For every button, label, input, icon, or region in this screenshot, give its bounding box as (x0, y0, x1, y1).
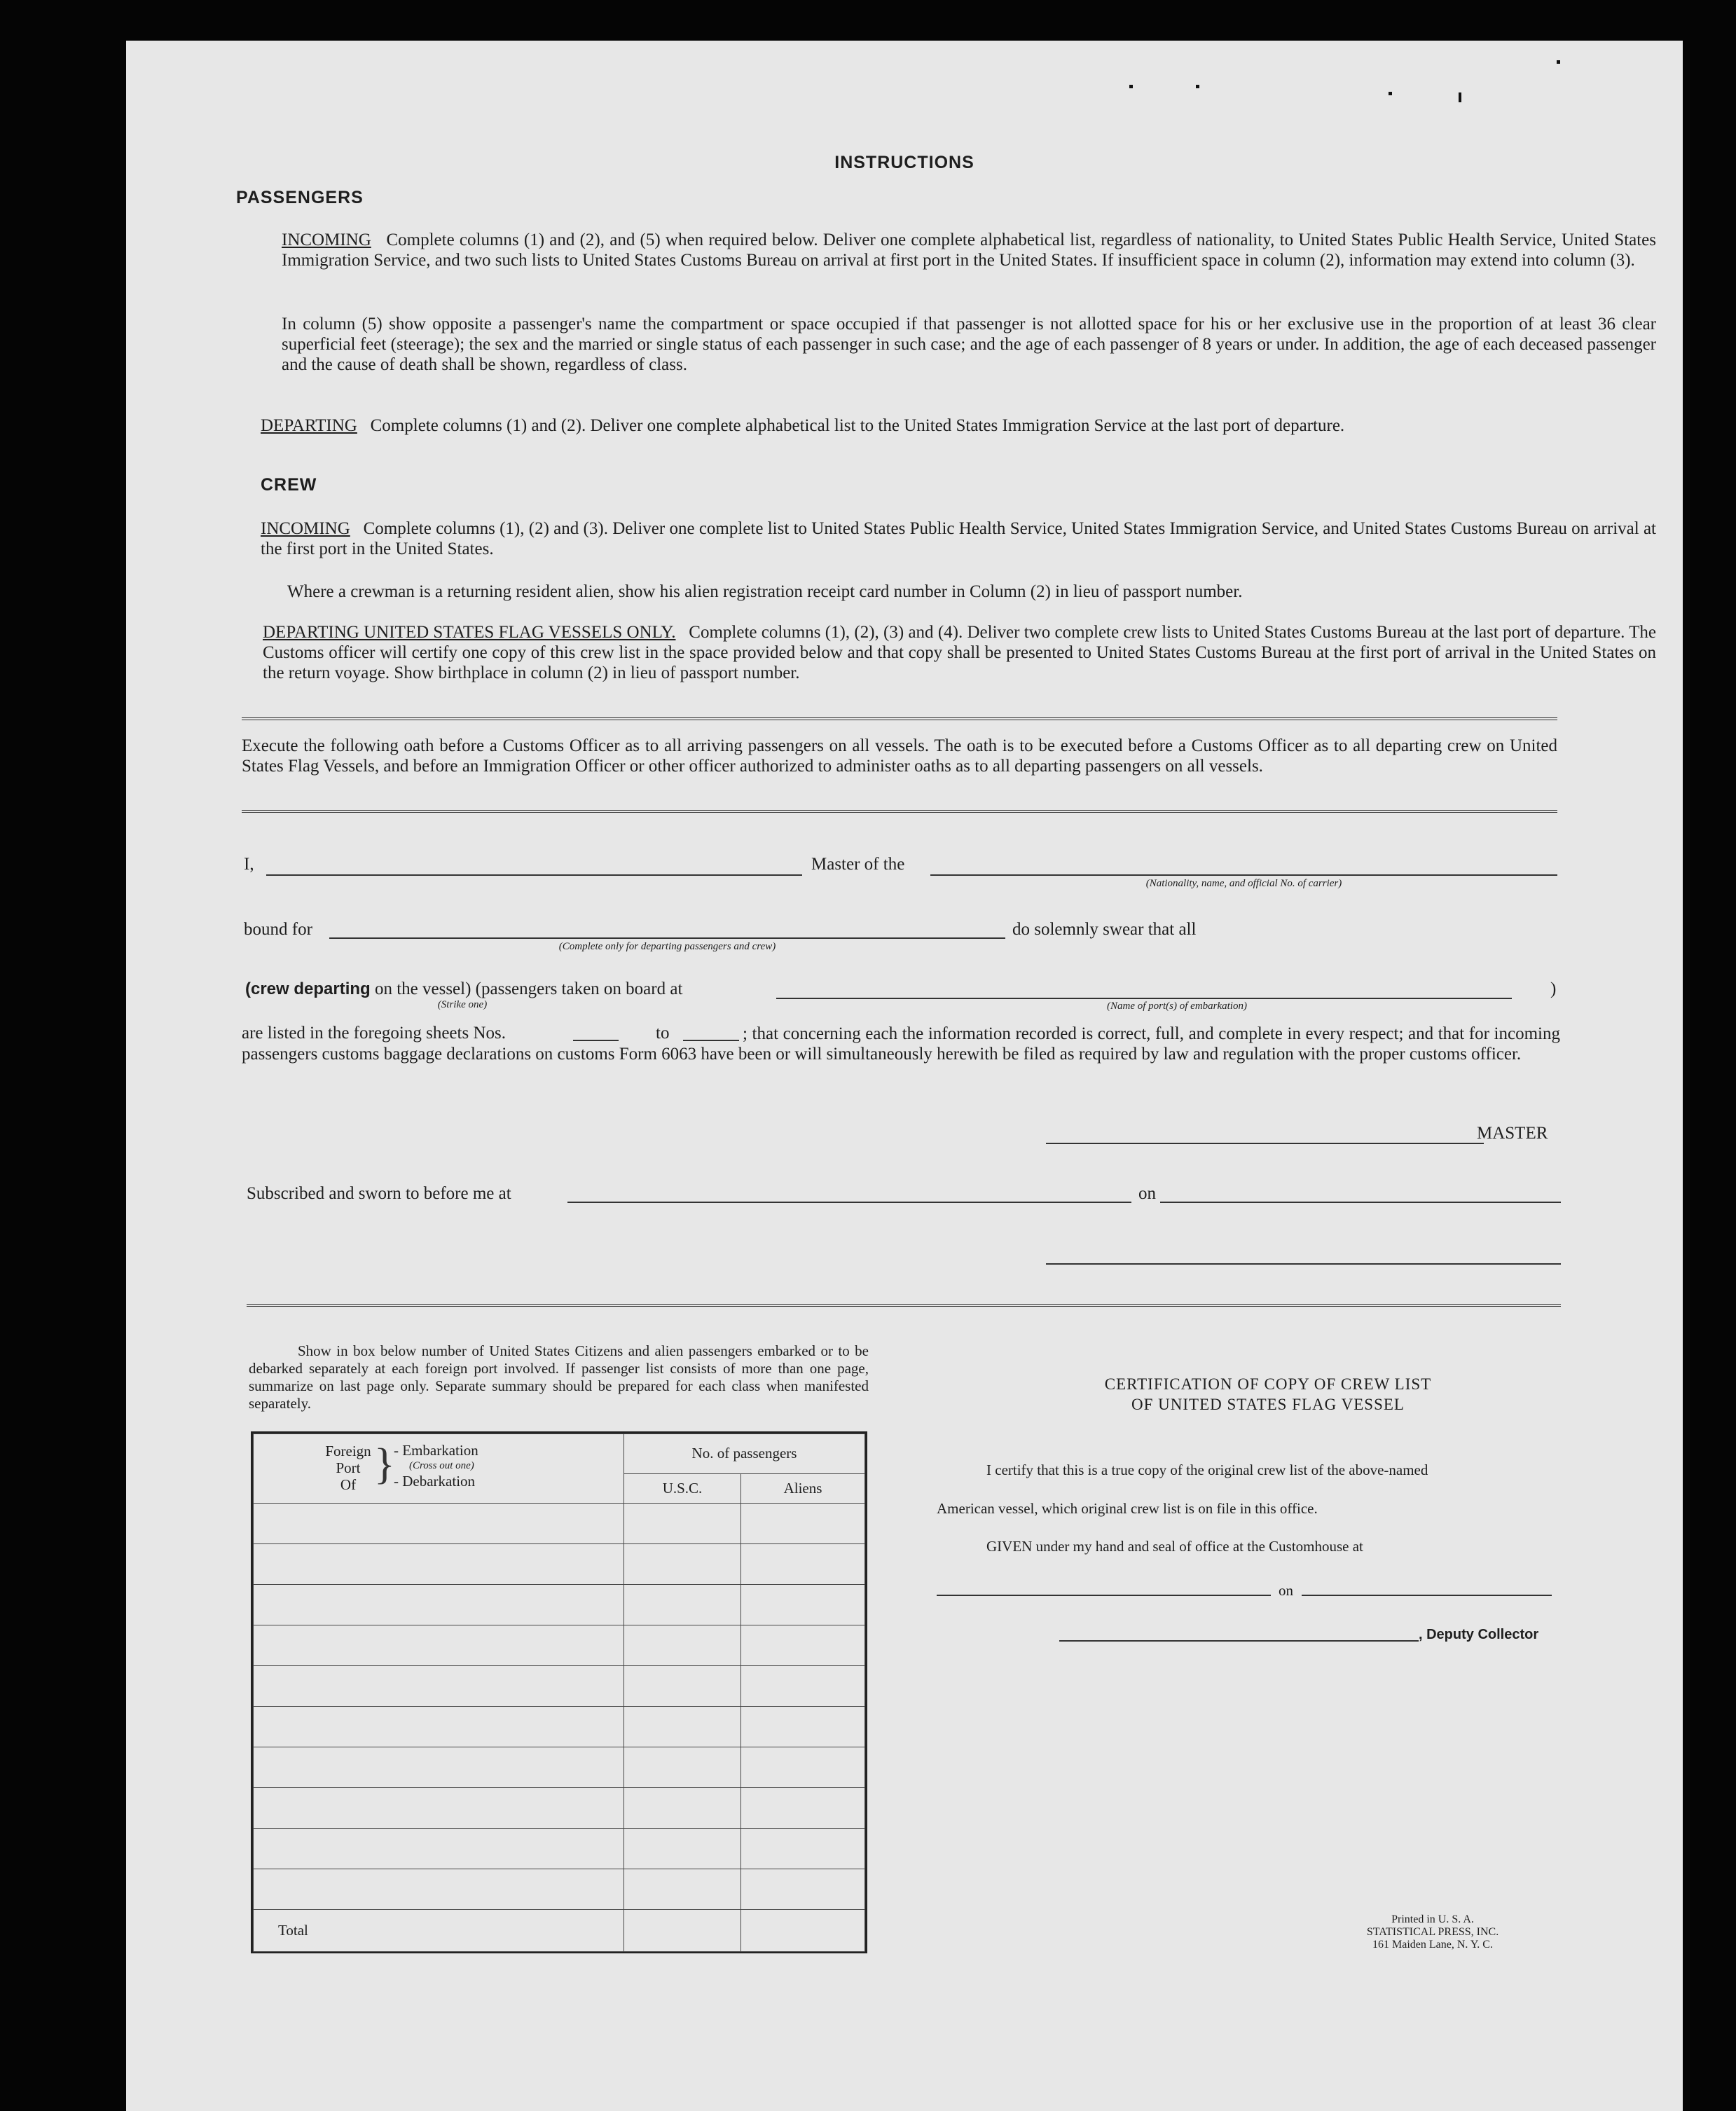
master-label: MASTER (1477, 1124, 1548, 1143)
usc-cell[interactable] (624, 1544, 741, 1585)
printer-imprint (1342, 1913, 1524, 1951)
certify-line2: American vessel, which original crew list is on file in this office. (937, 1500, 1318, 1517)
crew-departing-label: DEPARTING UNITED STATES FLAG VESSELS ONLY. (263, 623, 676, 642)
port-cell[interactable] (254, 1666, 624, 1707)
passenger-summary-table (251, 1431, 867, 1953)
scan-speck (1389, 92, 1392, 95)
sworn-place-field[interactable] (567, 1202, 1131, 1203)
port-cell[interactable] (254, 1585, 624, 1625)
port-cell[interactable] (254, 1504, 624, 1544)
summary-row (254, 1788, 865, 1829)
summary-row (254, 1869, 865, 1910)
port-cell[interactable] (254, 1625, 624, 1666)
certification-date-field[interactable] (1302, 1595, 1552, 1596)
usc-cell[interactable] (624, 1869, 741, 1910)
certification-on-label: on (1279, 1582, 1293, 1599)
subscribed-label: Subscribed and sworn to before me at (247, 1184, 511, 1203)
divider (242, 717, 1557, 723)
usc-cell[interactable] (624, 1747, 741, 1788)
embarkation-option[interactable]: - Embarkation (394, 1442, 478, 1459)
ports-caption: (Name of port(s) of embarkation) (1107, 1001, 1247, 1012)
certification-title-line1: CERTIFICATION OF COPY OF CREW LIST (1104, 1375, 1432, 1393)
divider (247, 1304, 1561, 1309)
carrier-field[interactable] (930, 874, 1557, 876)
customhouse-field[interactable] (937, 1595, 1271, 1596)
listed-text: ; that concerning each the information recorded is correct, full, and complete in every respect; and that for incoming passengers customs baggage declarations on customs Form 6063 have been or will simultaneously herewith be filed as required by law and regulation with the proper customs officer. (242, 1024, 1560, 1064)
foreign-port-of-label (324, 1443, 373, 1493)
debarkation-option[interactable]: - Debarkation (394, 1473, 476, 1490)
port-word: Port (336, 1459, 361, 1476)
aliens-cell[interactable] (741, 1707, 865, 1747)
crew-incoming-text: Complete columns (1), (2) and (3). Deliver one complete list to United States Public Health Service, United States Immigration Service, and United States Customs Bureau on arrival at the first port in the United States. (261, 519, 1656, 558)
port-cell[interactable] (254, 1747, 624, 1788)
summary-instruction: Show in box below number of United States Citizens and alien passengers embarked or to be debarked separately at each foreign port involved. If passenger list consists of more than one page, summarize on last page only. Separate summary should be prepared for each class when manifested separately. (249, 1342, 869, 1412)
scan-speck (1196, 85, 1199, 88)
embarkation-port-field[interactable] (776, 998, 1512, 999)
passengers-heading: PASSENGERS (236, 188, 364, 207)
scan-speck (1557, 60, 1560, 64)
summary-row (254, 1666, 865, 1707)
bound-for-caption: (Complete only for departing passengers and crew) (558, 941, 776, 952)
sworn-date-field[interactable] (1160, 1202, 1561, 1203)
passengers-incoming-paragraph (282, 230, 1656, 270)
summary-rows (254, 1504, 865, 1910)
scan-speck (1129, 85, 1133, 88)
printer-line1: Printed in U. S. A. (1391, 1913, 1474, 1925)
close-paren: ) (1550, 979, 1557, 998)
usc-cell[interactable] (624, 1666, 741, 1707)
passengers-departing-text: Complete columns (1) and (2). Deliver one complete alphabetical list to the United States Immigration Service at the last port of departure. (370, 416, 1345, 435)
summary-row (254, 1504, 865, 1544)
aliens-cell[interactable] (741, 1585, 865, 1625)
usc-column-header: U.S.C. (624, 1473, 741, 1503)
deputy-collector-signature-field[interactable] (1059, 1640, 1419, 1642)
certify-line1: I certify that this is a true copy of the original crew list of the above-named (986, 1462, 1428, 1478)
printer-line3: 161 Maiden Lane, N. Y. C. (1372, 1939, 1493, 1951)
total-aliens-cell[interactable] (741, 1910, 865, 1952)
summary-row (254, 1625, 865, 1666)
officer-signature-field[interactable] (1046, 1263, 1561, 1265)
carrier-caption: (Nationality, name, and official No. of carrier) (1145, 878, 1342, 889)
master-name-field[interactable] (266, 874, 802, 876)
crew-passenger-line (245, 979, 682, 999)
crew-incoming-label: INCOMING (261, 519, 350, 538)
no-of-passengers-header: No. of passengers (624, 1434, 865, 1474)
port-cell[interactable] (254, 1788, 624, 1829)
instructions-title: INSTRUCTIONS (834, 153, 974, 172)
usc-cell[interactable] (624, 1788, 741, 1829)
passengers-departing-label: DEPARTING (261, 416, 357, 435)
aliens-cell[interactable] (741, 1666, 865, 1707)
aliens-cell[interactable] (741, 1625, 865, 1666)
port-cell[interactable] (254, 1869, 624, 1910)
summary-row (254, 1544, 865, 1585)
deputy-collector-label: , Deputy Collector (1419, 1627, 1539, 1642)
given-text: GIVEN under my hand and seal of office at the Customhouse at (986, 1538, 1363, 1555)
certification-title (1051, 1374, 1485, 1415)
usc-cell[interactable] (624, 1585, 741, 1625)
summary-grid (253, 1433, 865, 1952)
master-of-the-label: Master of the (811, 855, 905, 874)
summary-row (254, 1829, 865, 1869)
sworn-on-label: on (1138, 1184, 1156, 1203)
aliens-cell[interactable] (741, 1544, 865, 1585)
summary-row (254, 1747, 865, 1788)
swear-text: do solemnly swear that all (1012, 920, 1197, 939)
usc-cell[interactable] (624, 1829, 741, 1869)
crew-incoming-paragraph (261, 518, 1656, 559)
oath-intro: Execute the following oath before a Customs Officer as to all arriving passengers on all vessels. The oath is to be executed before a Customs Officer as to all departing crew on United States Flag Vessels, and before an Immigration Officer or other officer authorized to administer oaths as to all departing passengers on all vessels. (242, 736, 1557, 776)
aliens-cell[interactable] (741, 1747, 865, 1788)
port-cell[interactable] (254, 1544, 624, 1585)
total-label: Total (254, 1910, 624, 1952)
summary-row (254, 1585, 865, 1625)
to-label: to (656, 1024, 670, 1043)
cross-out-one-caption: (Cross out one) (409, 1460, 474, 1471)
certification-title-line2: OF UNITED STATES FLAG VESSEL (1131, 1396, 1405, 1413)
crew-departing-option: (crew departing (245, 979, 371, 998)
strike-one-caption: (Strike one) (437, 999, 488, 1010)
aliens-cell[interactable] (741, 1788, 865, 1829)
aliens-cell[interactable] (741, 1869, 865, 1910)
embark-debark-options (394, 1443, 478, 1489)
summary-row (254, 1707, 865, 1747)
crew-departing-paragraph (263, 622, 1656, 683)
crew-alien-paragraph: Where a crewman is a returning resident alien, show his alien registration receipt card number in Column (2) in lieu of passport number. (287, 582, 1243, 601)
listed-prefix: are listed in the foregoing sheets Nos. (242, 1024, 506, 1043)
bound-for-field[interactable] (329, 937, 1005, 939)
aliens-column-header: Aliens (741, 1473, 865, 1503)
passengers-column5-paragraph: In column (5) show opposite a passenger's name the compartment or space occupied if that passenger is not allotted space for his or her exclusive use in the proportion of at least 36 clear superficial feet (steerage); the sex and the married or single status of each passenger in such case; and the age of each passenger of 8 years or under. In addition, the age of each deceased passenger and the cause of death shall be shown, regardless of class. (282, 315, 1656, 374)
passengers-incoming-text: Complete columns (1) and (2), and (5) when required below. Deliver one complete alphabetical list, regardless of nationality, to United States Public Health Service, United States Immigration Service, and two such lists to United States Customs Bureau on arrival at first port in the United States. If insufficient space in column (2), information may extend into column (3). (282, 231, 1656, 270)
master-signature-field[interactable] (1046, 1143, 1484, 1144)
brace-icon: } (374, 1440, 395, 1488)
printer-line2: STATISTICAL PRESS, INC. (1366, 1926, 1499, 1938)
divider (242, 810, 1557, 816)
of-word: Of (340, 1476, 357, 1493)
passengers-incoming-label: INCOMING (282, 231, 371, 249)
bound-for-label: bound for (244, 920, 312, 939)
foreign-word: Foreign (325, 1443, 371, 1459)
total-row (254, 1910, 865, 1952)
aliens-cell[interactable] (741, 1504, 865, 1544)
usc-cell[interactable] (624, 1504, 741, 1544)
total-usc-cell[interactable] (624, 1910, 741, 1952)
passengers-taken-option: (passengers taken on board at (475, 979, 683, 998)
crew-heading: CREW (261, 475, 317, 495)
usc-cell[interactable] (624, 1707, 741, 1747)
crew-departing-text: Complete columns (1), (2), (3) and (4). Deliver two complete crew lists to United States Customs Bureau at the last port of departure. The Customs officer will certify one copy of this crew list in the space provided below and that copy shall be presented to United States Customs Bureau at the first port of arrival in the United States on the return voyage. Show birthplace in column (2) in lieu of passport number. (263, 623, 1657, 682)
on-the-vessel: on the vessel) (374, 979, 471, 998)
foreign-port-header (254, 1434, 624, 1504)
scan-speck (1459, 92, 1461, 102)
document-page (126, 41, 1683, 2111)
usc-cell[interactable] (624, 1625, 741, 1666)
port-cell[interactable] (254, 1707, 624, 1747)
oath-i-label: I, (244, 855, 254, 874)
port-cell[interactable] (254, 1829, 624, 1869)
aliens-cell[interactable] (741, 1829, 865, 1869)
passengers-departing-paragraph (261, 415, 1656, 436)
